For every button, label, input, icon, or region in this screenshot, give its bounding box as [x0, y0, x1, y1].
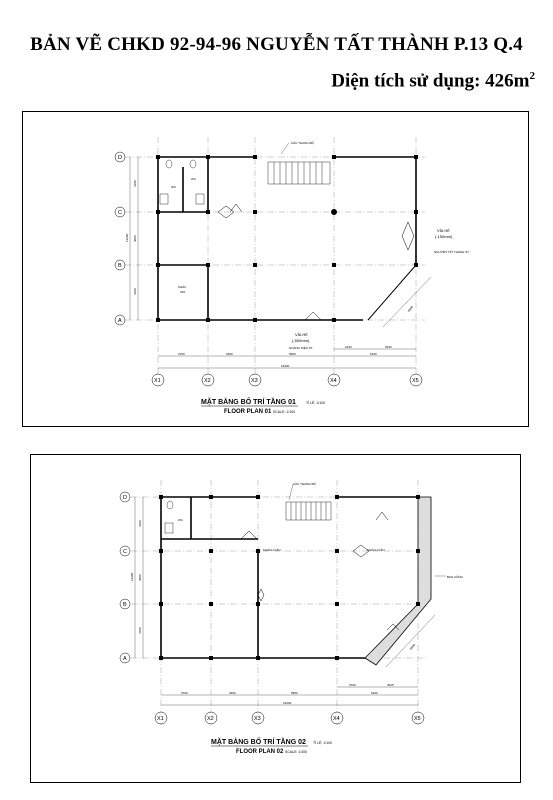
wc-fixtures — [160, 160, 204, 204]
floor-plan-02-drawing — [31, 455, 520, 782]
drawing-title: BẢN VẼ CHKD 92-94-96 NGUYỄN TẤT THÀNH P.13 Q.4 — [30, 34, 523, 55]
sidewalk-bottom-level: (-500mm) — [292, 338, 310, 343]
sub-dim-1: 2160 — [345, 345, 352, 349]
sidewalk-right-level: (-150mm) — [435, 234, 453, 239]
total-dim-2: 19200 — [283, 701, 292, 705]
stair-label: CẦU THANG BỘ — [291, 141, 314, 145]
diagonal-dimension: 6500 — [406, 305, 415, 313]
sidewalk-right: VỈA HÈ — [437, 228, 450, 233]
col-axis-x1: X1 — [154, 378, 161, 384]
wc-fixtures-2 — [165, 501, 173, 533]
row-axis-2-a: A — [123, 656, 127, 662]
sidewalk-bottom: VỈA HÈ — [295, 332, 308, 337]
doors — [218, 204, 414, 320]
walls — [158, 157, 416, 320]
row-axis-2-c: C — [123, 549, 127, 555]
col-dim-1: 3700 — [178, 352, 185, 356]
walls-2 — [161, 497, 418, 658]
label-left: KHÁCH VĂN — [263, 548, 281, 552]
grid-lines — [125, 137, 425, 374]
row-axis-2-b: B — [123, 602, 127, 608]
label-right: KHÁCH VĂN — [367, 548, 385, 552]
street-bottom: HOÀNG DIỆU ST — [289, 346, 313, 350]
col-axis-x2: X2 — [204, 378, 211, 384]
wc-label-2: WC — [191, 177, 196, 181]
sub-dim-2-1: 3700 — [349, 683, 356, 687]
stair — [268, 162, 330, 184]
row-axis-d: D — [118, 155, 122, 161]
plan1-scale-en: SCALE: 1/100 — [273, 410, 296, 414]
row-axis-a: A — [118, 318, 122, 324]
row-total-dim-2: 12200 — [130, 572, 134, 581]
row-dim-2-2: 4000 — [138, 574, 142, 581]
balcony-hatch — [365, 497, 431, 665]
row-total-dim: 12200 — [125, 233, 129, 242]
col-dim-2: 3450 — [226, 352, 233, 356]
col-axis-x3: X3 — [251, 378, 258, 384]
stair-label-2: CẦU THANG BỘ — [293, 482, 316, 486]
wc-label-2-floor: WC — [178, 518, 183, 522]
plan1-caption-en: FLOOR PLAN 01 — [224, 409, 272, 415]
wc-label-1: WC — [171, 185, 176, 189]
floor-plan-01-sheet — [22, 111, 529, 427]
row-dim-3: 4100 — [133, 288, 137, 295]
col-dim-2-1: 3700 — [181, 691, 188, 695]
usable-area-label: Diện tích sử dụng: 426m — [331, 70, 530, 92]
row-dim-2-3: 4100 — [138, 627, 142, 634]
plan1-scale: TỈ LỆ: 1/100 — [306, 401, 326, 405]
plan1-caption: MẶT BẰNG BỐ TRÍ TẦNG 01 — [201, 399, 296, 406]
floor-plan-02-sheet — [30, 454, 521, 783]
diagonal-dimension-2: 6500 — [408, 643, 417, 651]
row-dim-2-1: 4100 — [138, 520, 142, 527]
columns-2 — [159, 495, 420, 660]
col-axis-2-x3: X3 — [254, 716, 261, 722]
dim-lines-2 — [135, 497, 418, 705]
total-dim: 19200 — [281, 364, 290, 368]
row-axis-c: C — [118, 210, 122, 216]
col-axis-x4: X4 — [330, 378, 337, 384]
col-axis-2-x1: X1 — [157, 716, 164, 722]
col-axis-2-x5: X5 — [414, 716, 421, 722]
row-axis-2-d: D — [123, 495, 127, 501]
stair-2 — [286, 502, 331, 520]
room-label: KHÁC — [178, 285, 187, 289]
row-axis-bubbles-2 — [120, 492, 130, 663]
plan2-caption: MẶT BẰNG BỐ TRÍ TẦNG 02 — [211, 739, 306, 746]
row-dim-2: 4000 — [133, 235, 137, 242]
row-axis-bubbles — [115, 152, 125, 325]
doors-2 — [241, 512, 399, 630]
row-axis-b: B — [118, 263, 122, 269]
grid-lines-2 — [131, 480, 426, 725]
col-axis-x5: X5 — [412, 378, 419, 384]
col-dim-2-4: 6100 — [371, 691, 378, 695]
col-axis-2-x2: X2 — [207, 716, 214, 722]
floor-plan-01-drawing — [23, 112, 528, 426]
room-sublabel: 240 — [180, 290, 186, 294]
balcony-label: BAN CÔNG — [447, 575, 464, 579]
plan2-scale: TỈ LỆ: 1/100 — [313, 741, 333, 745]
usable-area — [331, 70, 535, 92]
col-dim-2-3: 5950 — [291, 691, 298, 695]
row-dim-1: 4100 — [133, 180, 137, 187]
round-column — [331, 209, 337, 215]
sub-dim-2-2: 3915 — [387, 683, 394, 687]
col-axis-2-x4: X4 — [333, 716, 340, 722]
col-dim-4: 6100 — [370, 352, 377, 356]
col-dim-3: 5950 — [289, 352, 296, 356]
street-right: NGUYỄN TẤT THÀNH ST — [434, 250, 470, 254]
plan2-scale-en: SCALE: 1/100 — [285, 750, 308, 754]
plan2-caption-en: FLOOR PLAN 02 — [236, 749, 284, 755]
col-axis-bubbles — [152, 374, 422, 386]
col-axis-bubbles-2 — [155, 712, 424, 724]
col-dim-2-2: 3450 — [229, 691, 236, 695]
sub-dim-2: 3915 — [385, 345, 392, 349]
usable-area-unit-sup: 2 — [529, 70, 535, 82]
